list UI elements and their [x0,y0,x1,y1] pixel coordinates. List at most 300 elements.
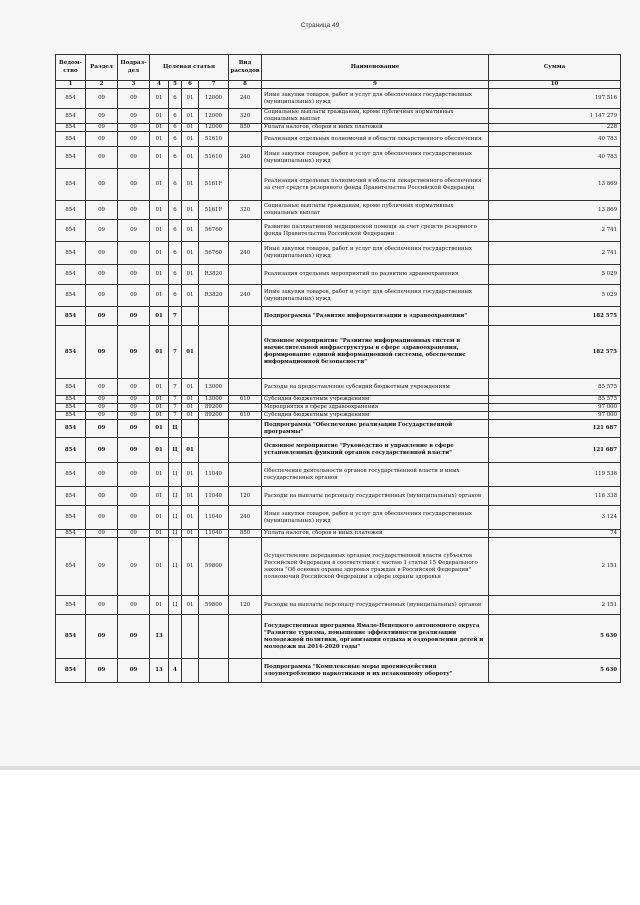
table-row [56,438,621,463]
direction-code-cell: 12000 [199,89,229,109]
direction-code-cell [199,326,229,379]
name-cell: Осуществление переданных органам государственной власти субъектов Российской Федерации в соответствии с частью 1 статьи 15 Федерального закона "Об основах охраны здоровья граждан в Российской Федерации" полномочий Российской Федерации в сфере охраны здоровья [262,538,489,596]
subsection-code-cell: 09 [118,89,150,109]
expense-type-code-cell [229,379,262,396]
subsection-code-cell: 09 [118,615,150,659]
program-code-cell: 01 [150,265,169,285]
sum-cell: 13 869 [489,169,621,201]
section-code-cell: 09 [86,307,118,326]
subprogram-code-cell: 6 [169,220,182,242]
program-code-cell: 01 [150,307,169,326]
name-cell: Реализация отдельных мероприятий по развитию здравоохранения [262,265,489,285]
subprogram-code-cell: Ц [169,538,182,596]
direction-code-cell: 11040 [199,530,229,538]
dept-code-cell: 854 [56,124,86,132]
section-code-cell: 09 [86,659,118,683]
table-row [56,538,621,596]
column-number: 2 [86,81,118,89]
dept-code-cell: 854 [56,265,86,285]
expense-type-code-cell: 320 [229,201,262,220]
expense-type-code-cell: 850 [229,124,262,132]
subprogram-code-cell: 6 [169,169,182,201]
subprogram-code-cell: Ц [169,438,182,463]
expense-type-code-cell: 610 [229,396,262,404]
dept-code-cell: 854 [56,438,86,463]
event-code-cell: 01 [182,538,199,596]
program-code-cell: 01 [150,463,169,487]
direction-code-cell: 56760 [199,242,229,265]
sum-cell: 182 575 [489,326,621,379]
table-row [56,285,621,307]
subprogram-code-cell: 6 [169,265,182,285]
header-name: Наименование [262,55,489,81]
section-code-cell: 09 [86,89,118,109]
name-cell: Подпрограмма "Комплексные меры противодействия злоупотреблению наркотиками и их незаконному обороту" [262,659,489,683]
table-row [56,89,621,109]
expense-type-code-cell [229,132,262,147]
dept-code-cell: 854 [56,201,86,220]
event-code-cell: 01 [182,147,199,169]
table-row [56,396,621,404]
sum-cell: 3 124 [489,506,621,530]
table-row [56,659,621,683]
name-cell: Расходы на предоставление субсидий бюджетным учреждениям [262,379,489,396]
subsection-code-cell: 09 [118,538,150,596]
column-number: 1 [56,81,86,89]
column-number: 6 [182,81,199,89]
expense-type-code-cell: 240 [229,285,262,307]
subprogram-code-cell [169,615,182,659]
subprogram-code-cell: Ц [169,487,182,506]
subsection-code-cell: 09 [118,220,150,242]
program-code-cell: 01 [150,201,169,220]
event-code-cell [182,307,199,326]
dept-code-cell: 854 [56,132,86,147]
table-row [56,487,621,506]
program-code-cell: 01 [150,530,169,538]
table-row [56,201,621,220]
name-cell: Уплата налогов, сборов и иных платежей [262,124,489,132]
event-code-cell: 01 [182,242,199,265]
sum-cell: 74 [489,530,621,538]
page-label: Страница 49 [300,22,340,29]
section-code-cell: 09 [86,487,118,506]
column-number: 3 [118,81,150,89]
dept-code-cell: 854 [56,615,86,659]
program-code-cell: 01 [150,596,169,615]
dept-code-cell: 854 [56,242,86,265]
dept-code-cell: 854 [56,379,86,396]
table-row [56,530,621,538]
sum-cell: 2 151 [489,596,621,615]
dept-code-cell: 854 [56,538,86,596]
event-code-cell: 01 [182,169,199,201]
program-code-cell: 01 [150,538,169,596]
section-code-cell: 09 [86,379,118,396]
event-code-cell: 01 [182,132,199,147]
sum-cell: 197 516 [489,89,621,109]
sum-cell: 228 [489,124,621,132]
sum-cell: 5 630 [489,615,621,659]
subsection-code-cell: 09 [118,404,150,412]
table-row [56,420,621,438]
dept-code-cell: 854 [56,463,86,487]
column-number: 5 [169,81,182,89]
dept-code-cell: 854 [56,412,86,420]
table-row [56,307,621,326]
program-code-cell: 01 [150,89,169,109]
event-code-cell: 01 [182,412,199,420]
subprogram-code-cell: 6 [169,89,182,109]
direction-code-cell [199,307,229,326]
direction-code-cell: 13000 [199,379,229,396]
expense-type-code-cell: 240 [229,506,262,530]
subsection-code-cell: 09 [118,396,150,404]
table-row [56,124,621,132]
table-row [56,265,621,285]
program-code-cell: 13 [150,615,169,659]
section-code-cell: 09 [86,326,118,379]
event-code-cell: 01 [182,596,199,615]
sum-cell: 5 630 [489,659,621,683]
program-code-cell: 01 [150,285,169,307]
name-cell: Социальные выплаты гражданам, кроме публичных нормативных социальных выплат [262,201,489,220]
name-cell: Иные закупки товаров, работ и услуг для обеспечения государственных (муниципальных) нужд [262,506,489,530]
expense-type-code-cell: 240 [229,147,262,169]
dept-code-cell: 854 [56,420,86,438]
subprogram-code-cell: 4 [169,659,182,683]
expense-type-code-cell [229,307,262,326]
sum-cell: 182 575 [489,307,621,326]
column-number: 10 [489,81,621,89]
subsection-code-cell: 09 [118,379,150,396]
subprogram-code-cell: 7 [169,404,182,412]
name-cell: Иные закупки товаров, работ и услуг для обеспечения государственных (муниципальных) нужд [262,147,489,169]
program-code-cell: 01 [150,109,169,124]
direction-code-cell: 59800 [199,596,229,615]
table-row [56,169,621,201]
dept-code-cell: 854 [56,89,86,109]
event-code-cell: 01 [182,265,199,285]
table-row [56,412,621,420]
subsection-code-cell: 09 [118,326,150,379]
name-cell: Субсидии бюджетным учреждениям [262,396,489,404]
subprogram-code-cell: 6 [169,109,182,124]
expense-type-code-cell [229,265,262,285]
sum-cell: 13 869 [489,201,621,220]
program-code-cell: 01 [150,379,169,396]
event-code-cell: 01 [182,201,199,220]
section-code-cell: 09 [86,530,118,538]
event-code-cell: 01 [182,396,199,404]
program-code-cell: 01 [150,132,169,147]
event-code-cell: 01 [182,89,199,109]
table-row [56,220,621,242]
expense-type-code-cell [229,404,262,412]
sum-cell: 2 741 [489,242,621,265]
dept-code-cell: 854 [56,530,86,538]
section-code-cell: 09 [86,506,118,530]
dept-code-cell: 854 [56,659,86,683]
table-row [56,615,621,659]
expense-type-code-cell [229,220,262,242]
section-code-cell: 09 [86,396,118,404]
dept-code-cell: 854 [56,404,86,412]
subsection-code-cell: 09 [118,463,150,487]
dept-code-cell: 854 [56,396,86,404]
subsection-code-cell: 09 [118,147,150,169]
table-row [56,242,621,265]
program-code-cell: 01 [150,242,169,265]
name-cell: Основное мероприятие "Руководство и управление в сфере установленных функций органов государственной власти" [262,438,489,463]
subsection-code-cell: 09 [118,420,150,438]
table-row [56,109,621,124]
section-code-cell: 09 [86,109,118,124]
section-code-cell: 09 [86,538,118,596]
event-code-cell [182,615,199,659]
direction-code-cell: 11040 [199,487,229,506]
expense-type-code-cell [229,463,262,487]
name-cell: Уплата налогов, сборов и иных платежей [262,530,489,538]
subprogram-code-cell: 7 [169,326,182,379]
table-row [56,379,621,396]
event-code-cell: 01 [182,220,199,242]
subsection-code-cell: 09 [118,169,150,201]
program-code-cell: 01 [150,326,169,379]
expense-type-code-cell: 240 [229,89,262,109]
sum-cell: 2 151 [489,538,621,596]
name-cell: Обеспечение деятельности органов государственной власти и иных государственных органов [262,463,489,487]
section-code-cell: 09 [86,438,118,463]
subprogram-code-cell: 6 [169,124,182,132]
sum-cell: 97 000 [489,404,621,412]
subprogram-code-cell: Ц [169,506,182,530]
sum-cell: 119 536 [489,463,621,487]
dept-code-cell: 854 [56,285,86,307]
subprogram-code-cell: 6 [169,242,182,265]
sum-cell: 97 000 [489,412,621,420]
section-code-cell: 09 [86,420,118,438]
name-cell: Иные закупки товаров, работ и услуг для обеспечения государственных (муниципальных) нужд [262,89,489,109]
dept-code-cell: 854 [56,487,86,506]
event-code-cell: 01 [182,404,199,412]
expense-type-code-cell [229,420,262,438]
subprogram-code-cell: 7 [169,396,182,404]
name-cell: Иные закупки товаров, работ и услуг для обеспечения государственных (муниципальных) нужд [262,242,489,265]
direction-code-cell: 51610 [199,147,229,169]
subsection-code-cell: 09 [118,487,150,506]
direction-code-cell: R3820 [199,265,229,285]
dept-code-cell: 854 [56,326,86,379]
name-cell: Основное мероприятие "Развитие информационных систем в вычислительной инфраструктуры в сфере здравоохранения, формирование единой информационной системы, обеспечение информационной безопасности" [262,326,489,379]
sum-cell: 5 029 [489,285,621,307]
name-cell: Подпрограмма "Развитие информатизации в здравоохранении" [262,307,489,326]
direction-code-cell [199,420,229,438]
subprogram-code-cell: 6 [169,285,182,307]
program-code-cell: 01 [150,412,169,420]
section-code-cell: 09 [86,404,118,412]
program-code-cell: 01 [150,506,169,530]
event-code-cell: 01 [182,379,199,396]
event-code-cell: 01 [182,326,199,379]
direction-code-cell: 59800 [199,538,229,596]
subsection-code-cell: 09 [118,285,150,307]
header-target: Целевая статья [150,55,229,81]
subsection-code-cell: 09 [118,242,150,265]
expense-type-code-cell: 120 [229,487,262,506]
direction-code-cell: 5161F [199,201,229,220]
program-code-cell: 13 [150,659,169,683]
header-exp-type: Вид расходов [229,55,262,81]
event-code-cell [182,420,199,438]
direction-code-cell: 12000 [199,109,229,124]
table-row [56,132,621,147]
subsection-code-cell: 09 [118,201,150,220]
sum-cell: 121 687 [489,420,621,438]
subprogram-code-cell: 7 [169,307,182,326]
header-subsection: Подраз-дел [118,55,150,81]
subsection-code-cell: 09 [118,109,150,124]
program-code-cell: 01 [150,438,169,463]
section-code-cell: 09 [86,124,118,132]
column-number: 9 [262,81,489,89]
subsection-code-cell: 09 [118,132,150,147]
direction-code-cell [199,659,229,683]
subprogram-code-cell: Ц [169,596,182,615]
name-cell: Иные закупки товаров, работ и услуг для обеспечения государственных (муниципальных) нужд [262,285,489,307]
direction-code-cell: 5161F [199,169,229,201]
program-code-cell: 01 [150,169,169,201]
name-cell: Реализация отдельных полномочий в области лекарственного обеспечения [262,132,489,147]
name-cell: Социальные выплаты гражданам, кроме публичных нормативных социальных выплат [262,109,489,124]
section-code-cell: 09 [86,147,118,169]
subprogram-code-cell: Ц [169,530,182,538]
sum-cell: 121 687 [489,438,621,463]
name-cell: Расходы на выплаты персоналу государственных (муниципальных) органов [262,596,489,615]
event-code-cell: 01 [182,109,199,124]
direction-code-cell [199,438,229,463]
expense-type-code-cell: 320 [229,109,262,124]
direction-code-cell: 89200 [199,412,229,420]
expense-type-code-cell [229,659,262,683]
direction-code-cell: 56760 [199,220,229,242]
section-code-cell: 09 [86,412,118,420]
table-row [56,596,621,615]
section-code-cell: 09 [86,265,118,285]
event-code-cell: 01 [182,285,199,307]
sum-cell: 2 741 [489,220,621,242]
event-code-cell: 01 [182,530,199,538]
subsection-code-cell: 09 [118,412,150,420]
sum-cell: 5 029 [489,265,621,285]
expense-type-code-cell: 610 [229,412,262,420]
subprogram-code-cell: Ц [169,420,182,438]
event-code-cell: 01 [182,487,199,506]
column-number-row [56,81,621,89]
program-code-cell: 01 [150,420,169,438]
dept-code-cell: 854 [56,147,86,169]
subsection-code-cell: 09 [118,124,150,132]
subprogram-code-cell: 6 [169,147,182,169]
header-section: Раздел [86,55,118,81]
event-code-cell: 01 [182,463,199,487]
sum-cell: 116 338 [489,487,621,506]
column-number: 8 [229,81,262,89]
name-cell: Развитие паллиативной медицинской помощи за счет средств резервного фонда Правительства Российской Федерации [262,220,489,242]
subsection-code-cell: 09 [118,596,150,615]
column-number: 7 [199,81,229,89]
subsection-code-cell: 09 [118,307,150,326]
expense-type-code-cell [229,538,262,596]
name-cell: Мероприятия в сфере здравоохранения [262,404,489,412]
table-row [56,147,621,169]
sheet-edge [0,766,640,770]
expense-type-code-cell: 850 [229,530,262,538]
direction-code-cell: R3820 [199,285,229,307]
direction-code-cell: 13000 [199,396,229,404]
subsection-code-cell: 09 [118,506,150,530]
column-number: 4 [150,81,169,89]
expense-type-code-cell: 120 [229,596,262,615]
section-code-cell: 09 [86,463,118,487]
dept-code-cell: 854 [56,506,86,530]
dept-code-cell: 854 [56,109,86,124]
section-code-cell: 09 [86,596,118,615]
program-code-cell: 01 [150,404,169,412]
dept-code-cell: 854 [56,307,86,326]
section-code-cell: 09 [86,132,118,147]
sum-cell: 40 783 [489,132,621,147]
program-code-cell: 01 [150,124,169,132]
name-cell: Государственная программа Ямало-Ненецкого автономного округа "Развитие туризма, повышение эффективности реализации молодежной политики, организация отдыха и оздоровления детей и молодежи на 2014-2020 годы" [262,615,489,659]
expense-type-code-cell [229,438,262,463]
expense-type-code-cell [229,169,262,201]
table-row [56,463,621,487]
sum-cell: 85 575 [489,379,621,396]
event-code-cell: 01 [182,506,199,530]
name-cell: Реализация отдельных полномочий в области лекарственного обеспечения за счет средств резервного фонда Правительства Российской Федерации [262,169,489,201]
sum-cell: 40 783 [489,147,621,169]
subsection-code-cell: 09 [118,530,150,538]
header-sum: Сумма [489,55,621,81]
section-code-cell: 09 [86,169,118,201]
section-code-cell: 09 [86,285,118,307]
direction-code-cell: 51610 [199,132,229,147]
sum-cell: 85 575 [489,396,621,404]
section-code-cell: 09 [86,615,118,659]
subprogram-code-cell: Ц [169,463,182,487]
program-code-cell: 01 [150,487,169,506]
subsection-code-cell: 09 [118,438,150,463]
program-code-cell: 01 [150,396,169,404]
section-code-cell: 09 [86,201,118,220]
event-code-cell: 01 [182,124,199,132]
subprogram-code-cell: 7 [169,379,182,396]
expense-type-code-cell [229,326,262,379]
subprogram-code-cell: 6 [169,132,182,147]
direction-code-cell [199,615,229,659]
direction-code-cell: 12000 [199,124,229,132]
subsection-code-cell: 09 [118,659,150,683]
dept-code-cell: 854 [56,220,86,242]
direction-code-cell: 11040 [199,463,229,487]
direction-code-cell: 11040 [199,506,229,530]
table-row [56,404,621,412]
header-dept: Ведом-ство [56,55,86,81]
expense-type-code-cell [229,615,262,659]
sum-cell: 1 147 279 [489,109,621,124]
event-code-cell [182,659,199,683]
